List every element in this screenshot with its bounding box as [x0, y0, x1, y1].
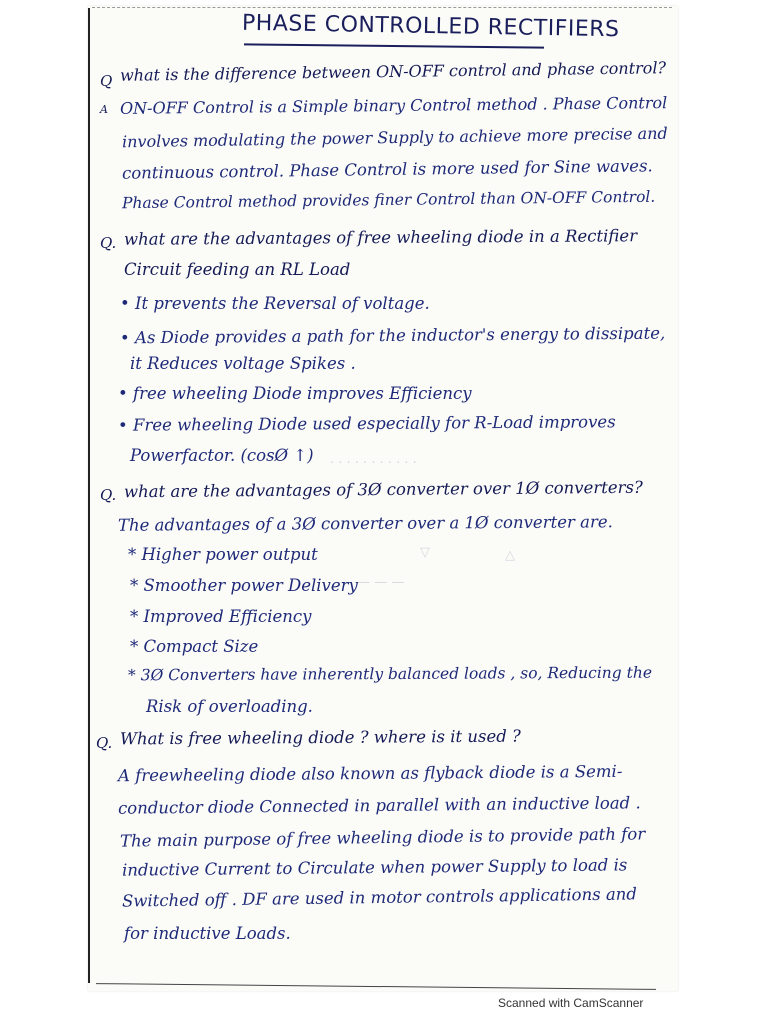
bleed-through-mark: ▽ [420, 545, 430, 560]
paper-top-edge [92, 7, 672, 8]
answer-2-line-1: • It prevents the Reversal of voltage. [120, 294, 430, 313]
answer-4-line-1: A freewheeling diode also known as flyback diode is a Semi- [117, 761, 623, 786]
answer-2-line-2: • As Diode provides a path for the inductor's energy to dissipate, [119, 323, 666, 348]
question-marker: Q [100, 72, 113, 90]
answer-3-intro: The advantages of a 3Ø converter over a 1Ø converter are. [117, 512, 613, 535]
answer-3-point-1: * Higher power output [128, 545, 318, 564]
question-2-line-1: what are the advantages of free wheeling diode in a Rectifier [123, 226, 638, 249]
question-1: what is the difference between ON-OFF control and phase control? [119, 58, 667, 85]
answer-4-line-4: inductive Current to Circulate when power Supply to load is [121, 855, 628, 880]
answer-4-line-5: Switched off . DF are used in motor controls applications and [121, 884, 638, 911]
answer-3-point-4: * Compact Size [130, 637, 259, 656]
question-2-line-2: Circuit feeding an RL Load [124, 260, 351, 279]
answer-3-point-6: Risk of overloading. [146, 697, 313, 716]
paper-left-edge [88, 8, 90, 983]
answer-3-point-3: * Improved Efficiency [130, 607, 312, 626]
scanner-watermark: Scanned with CamScanner [498, 996, 644, 1010]
question-marker: Q. [100, 234, 117, 252]
answer-3-point-2: * Smoother power Delivery [130, 576, 358, 595]
answer-2-line-3: it Reduces voltage Spikes . [130, 354, 356, 373]
question-3: what are the advantages of 3Ø converter over 1Ø converters? [123, 477, 643, 502]
answer-4-line-2: conductor diode Connected in parallel with an inductive load . [117, 793, 641, 818]
answer-1-line-1: ON-OFF Control is a Simple binary Control method . Phase Control [119, 93, 668, 118]
answer-2-line-5: • Free wheeling Diode used especially for R-Load improves [117, 412, 616, 435]
answer-1-line-2: involves modulating the power Supply to achieve more precise and [121, 123, 668, 152]
answer-2-line-4: • free wheeling Diode improves Efficiency [118, 384, 472, 403]
answer-3-point-5: * 3Ø Converters have inherently balanced loads , so, Reducing the [127, 663, 653, 685]
question-4: What is free wheeling diode ? where is it used ? [119, 726, 521, 749]
question-marker: Q. [96, 734, 113, 752]
answer-1-line-4: Phase Control method provides finer Control than ON-OFF Control. [121, 187, 656, 213]
bleed-through-mark: — — — — [340, 575, 405, 590]
bleed-through-mark: . . . . . . . . . . . [330, 452, 417, 467]
answer-2-line-6: Powerfactor. (cosØ ↑) [130, 446, 314, 465]
bleed-through-mark: △ [505, 548, 515, 563]
answer-4-line-6: for inductive Loads. [124, 924, 291, 943]
page-title: PHASE CONTROLLED RECTIFIERS [241, 10, 620, 43]
answer-marker: A [100, 103, 108, 116]
answer-4-line-3: The main purpose of free wheeling diode is to provide path for [119, 824, 646, 851]
answer-1-line-3: continuous control. Phase Control is more used for Sine waves. [121, 156, 653, 183]
question-marker: Q. [100, 486, 117, 504]
